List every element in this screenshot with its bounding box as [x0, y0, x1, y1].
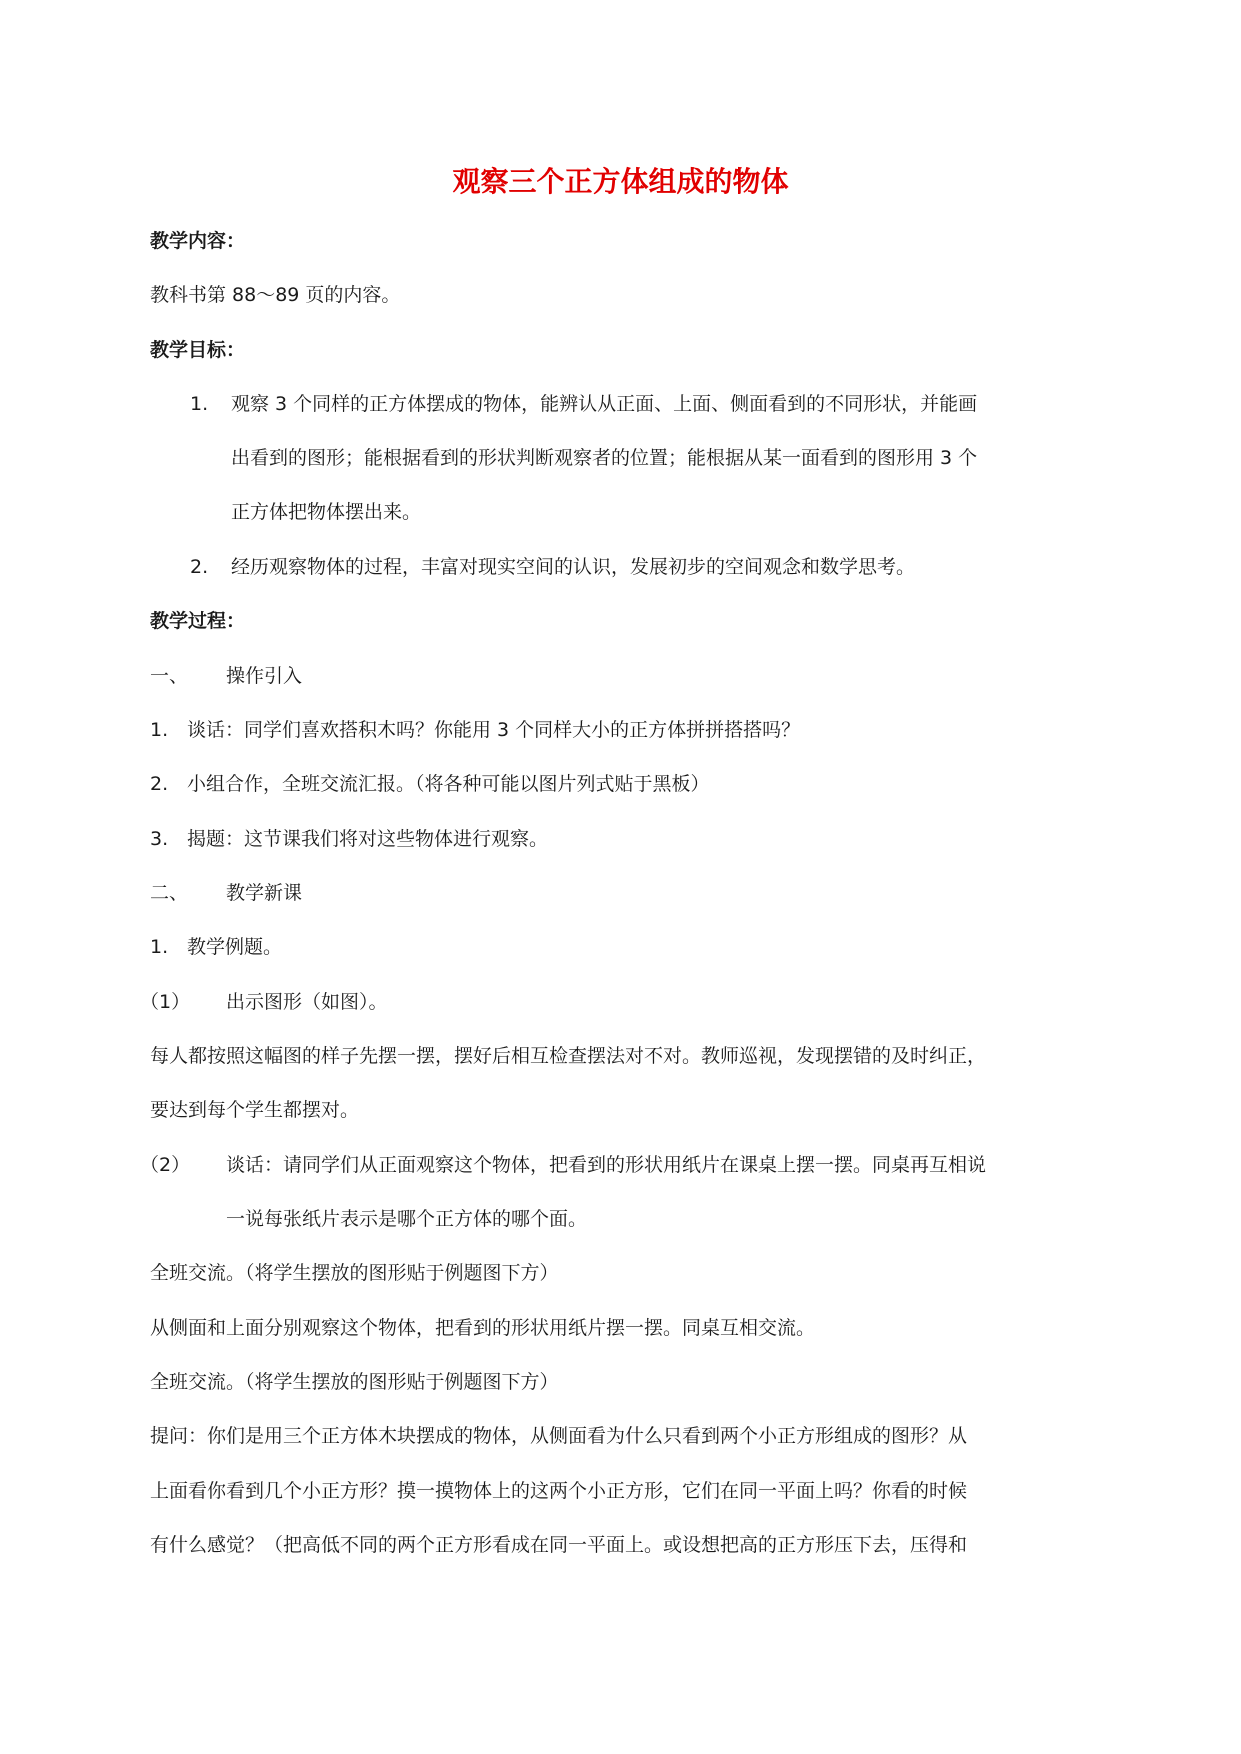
part-2-number: 二、 — [150, 882, 189, 904]
part-2-item-1-text: 教学例题。 — [187, 936, 283, 958]
part-1-label: 操作引入 — [226, 665, 303, 687]
goal-2-line-1: 经历观察物体的过程，丰富对现实空间的认识，发展初步的空间观念和数学思考。 — [231, 556, 916, 578]
paragraph-5-line-2: 上面看你看到几个小正方形？摸一摸物体上的这两个小正方形，它们在同一平面上吗？你看的时候 — [150, 1480, 968, 1502]
sub-1-number: （1） — [140, 991, 191, 1013]
goal-2-number: 2. — [190, 556, 209, 578]
goal-1-line-2: 出看到的图形；能根据看到的形状判断观察者的位置；能根据从某一面看到的图形用 3 个 — [231, 447, 978, 469]
part-1-item-3-number: 3. — [150, 828, 169, 850]
part-2-item-1-number: 1. — [150, 936, 169, 958]
part-1-item-1-number: 1. — [150, 719, 169, 741]
goal-1-number: 1. — [190, 393, 209, 415]
part-1-number: 一、 — [150, 665, 189, 687]
paragraph-5-line-1: 提问：你们是用三个正方体木块摆成的物体，从侧面看为什么只看到两个小正方形组成的图形？从 — [150, 1425, 968, 1447]
part-1-item-2-number: 2. — [150, 773, 169, 795]
paragraph-1-line-2: 要达到每个学生都摆对。 — [150, 1099, 360, 1121]
sub-1-text: 出示图形（如图）。 — [226, 991, 388, 1013]
part-2-label: 教学新课 — [226, 882, 303, 904]
paragraph-3: 从侧面和上面分别观察这个物体，把看到的形状用纸片摆一摆。同桌互相交流。 — [150, 1317, 816, 1339]
sub-2-line-1: 谈话：请同学们从正面观察这个物体，把看到的形状用纸片在课桌上摆一摆。同桌再互相说 — [226, 1154, 987, 1176]
page-title: 观察三个正方体组成的物体 — [452, 165, 789, 198]
part-1-item-1-text: 谈话：同学们喜欢搭积木吗？你能用 3 个同样大小的正方体拼拼搭搭吗？ — [187, 719, 801, 741]
part-1-item-3-text: 揭题：这节课我们将对这些物体进行观察。 — [187, 828, 549, 850]
sub-2-line-2: 一说每张纸片表示是哪个正方体的哪个面。 — [226, 1208, 588, 1230]
part-1-item-2-text: 小组合作，全班交流汇报。（将各种可能以图片列式贴于黑板） — [187, 773, 710, 795]
paragraph-4: 全班交流。（将学生摆放的图形贴于例题图下方） — [150, 1371, 559, 1393]
paragraph-5-line-3: 有什么感觉？（把高低不同的两个正方形看成在同一平面上。或设想把高的正方形压下去，压得和 — [150, 1534, 968, 1556]
sub-2-number: （2） — [140, 1154, 191, 1176]
teaching-goals-heading: 教学目标： — [150, 339, 246, 361]
teaching-process-heading: 教学过程： — [150, 610, 246, 632]
goal-1-line-3: 正方体把物体摆出来。 — [231, 501, 422, 523]
goal-1-line-1: 观察 3 个同样的正方体摆成的物体，能辨认从正面、上面、侧面看到的不同形状，并能画 — [231, 393, 978, 415]
paragraph-1-line-1: 每人都按照这幅图的样子先摆一摆，摆好后相互检查摆法对不对。教师巡视，发现摆错的及时纠正， — [150, 1045, 987, 1067]
teaching-content-text: 教科书第 88～89 页的内容。 — [150, 284, 401, 306]
paragraph-2: 全班交流。（将学生摆放的图形贴于例题图下方） — [150, 1262, 559, 1284]
teaching-content-heading: 教学内容： — [150, 230, 246, 252]
